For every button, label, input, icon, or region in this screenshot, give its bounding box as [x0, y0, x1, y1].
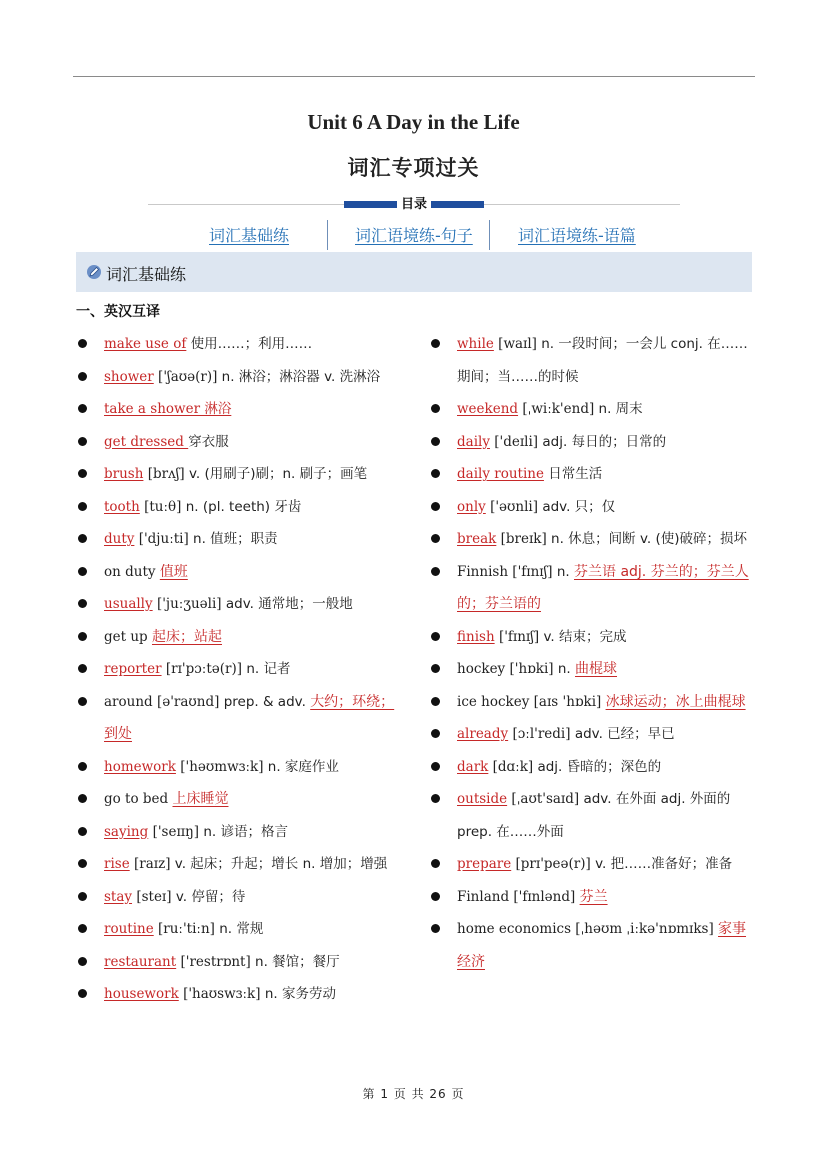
vocab-item	[76, 848, 406, 881]
vocab-item	[76, 393, 406, 426]
vocab-item	[76, 751, 406, 784]
vocab-item	[429, 328, 759, 393]
part-heading: 一、英汉互译	[76, 304, 160, 320]
vocab-definition: 穿衣服	[188, 433, 229, 450]
vocab-definition: adv. 在外面 adj. 外面的 prep. 在……外面	[457, 791, 731, 840]
vocab-phonetic: Finnish ['fɪnɪʃ]	[457, 563, 553, 580]
vocab-word: stay	[104, 888, 133, 905]
vocab-answer: 曲棍球	[575, 661, 618, 677]
vocab-definition: n. 家庭作业	[267, 758, 339, 775]
vocab-definition: n.	[556, 563, 570, 580]
vocab-phonetic: [ruː'tiːn]	[158, 921, 215, 937]
vocab-word: reporter	[104, 661, 162, 677]
vocab-item	[76, 328, 406, 361]
vocab-item	[429, 621, 759, 654]
vocab-phonetic: ['djuːti]	[138, 531, 189, 547]
vocab-answer: 家事经济	[457, 921, 747, 970]
vocab-item	[429, 491, 759, 524]
vocab-item	[76, 783, 406, 816]
vocab-item	[76, 946, 406, 979]
vocab-phonetic: ['juːʒuəli]	[156, 596, 222, 612]
vocab-phonetic: [ɔːl'redi]	[512, 726, 571, 742]
vocab-definition: v. 起床；升起；增长 n. 增加；增强	[174, 856, 388, 872]
vocab-item	[429, 783, 759, 848]
vocab-definition: v. 停留；待	[175, 888, 246, 905]
vocab-definition: adj. 昏暗的；深色的	[537, 758, 662, 775]
vocab-word: tooth	[104, 498, 140, 515]
vocab-word: while	[457, 336, 494, 352]
vocab-definition: v. 把……准备好；准备	[595, 856, 733, 872]
vocab-phonetic: [steɪ]	[136, 888, 172, 905]
vocab-phonetic: ['həʊmwɜːk]	[180, 758, 264, 775]
vocab-definition: adj. 每日的；日常的	[542, 433, 667, 450]
vocab-word: housework	[104, 986, 179, 1002]
vocab-phonetic: [tuːθ]	[144, 498, 182, 515]
vocab-definition: n. 一段时间；一会儿 conj. 在……期间；当……的时候	[457, 336, 748, 385]
vocab-item	[429, 653, 759, 686]
vocab-word: weekend	[457, 401, 519, 417]
vocab-definition: 使用……；利用……	[190, 336, 313, 352]
vocab-item	[429, 913, 759, 978]
toc-bar-left	[344, 201, 397, 208]
toc-rule-left	[148, 204, 344, 205]
vocab-word: only	[457, 498, 486, 515]
page-footer: 第 1 页 共 26 页	[362, 1087, 465, 1101]
vocab-word: routine	[104, 921, 154, 937]
vocab-item	[76, 426, 406, 459]
vocab-word: break	[457, 531, 497, 547]
vocab-definition: 日常生活	[548, 466, 603, 482]
vocab-definition: n. 周末	[598, 401, 643, 417]
vocab-definition: n. 家务劳动	[264, 986, 336, 1002]
vocab-phonetic: ['restrɒnt]	[180, 953, 251, 970]
vocab-item	[76, 523, 406, 556]
vocab-column-left	[76, 328, 406, 1011]
vocab-column-right	[429, 328, 759, 978]
vocab-phonetic: home economics [ˌhəʊm ˌiːkə'nɒmɪks]	[457, 921, 714, 937]
vocab-word: homework	[104, 758, 176, 775]
toc-bar-right	[431, 201, 484, 208]
vocab-word: take a shower 淋浴	[104, 401, 232, 417]
vocab-item	[429, 848, 759, 881]
toc-separator	[327, 220, 328, 250]
toc-link-passage[interactable]: 词汇语境练-语篇	[518, 226, 636, 245]
vocab-item	[429, 393, 759, 426]
vocab-item	[76, 881, 406, 914]
vocab-definition: n. 餐馆；餐厅	[255, 953, 340, 970]
vocab-item	[76, 491, 406, 524]
vocab-phonetic: [raɪz]	[134, 856, 171, 872]
vocab-phonetic: hockey ['hɒki]	[457, 661, 554, 677]
vocab-phonetic: [brʌʃ]	[147, 466, 185, 482]
vocab-phonetic: get up	[104, 628, 148, 645]
toc-link-sentence[interactable]: 词汇语境练-句子	[355, 226, 473, 245]
vocab-phonetic: ['ʃaʊə(r)]	[158, 368, 218, 385]
vocab-phonetic: ['fɪnɪʃ]	[498, 628, 540, 645]
vocab-word: usually	[104, 596, 153, 612]
vocab-item	[429, 881, 759, 914]
vocab-definition: adv. 已经；早已	[574, 726, 675, 742]
toc-separator	[489, 220, 490, 250]
vocab-word: restaurant	[104, 953, 177, 970]
vocab-word: rise	[104, 856, 130, 872]
section-banner	[76, 252, 752, 292]
header-rule	[73, 76, 755, 77]
vocab-phonetic: [breɪk]	[500, 531, 547, 547]
vocab-word: brush	[104, 466, 144, 482]
vocab-phonetic: on duty	[104, 563, 156, 580]
vocab-item	[76, 913, 406, 946]
vocab-phonetic: [waɪl]	[498, 336, 537, 352]
vocab-word: dark	[457, 758, 489, 775]
vocab-item	[76, 686, 406, 751]
vocab-item	[429, 686, 759, 719]
vocab-word: daily	[457, 433, 490, 450]
vocab-definition: n. 淋浴；淋浴器 v. 洗淋浴	[221, 368, 381, 385]
vocab-item	[76, 621, 406, 654]
vocab-phonetic: [ˌaʊt'saɪd]	[511, 791, 580, 807]
vocab-item	[76, 556, 406, 589]
vocab-item	[429, 523, 759, 556]
vocab-phonetic: ['seɪɪŋ]	[152, 823, 200, 840]
vocab-word: make use of	[104, 336, 187, 352]
vocab-word: daily routine	[457, 466, 544, 482]
vocab-definition: n. 值班；职责	[193, 531, 278, 547]
vocab-word: saying	[104, 823, 149, 840]
vocab-definition: n.	[557, 661, 571, 677]
vocab-phonetic: ['deɪli]	[494, 433, 539, 450]
vocab-definition: n. 记者	[246, 661, 291, 677]
vocab-word: get dressed	[104, 433, 189, 450]
unit-title: Unit 6 A Day in the Life	[307, 110, 520, 134]
vocab-item	[429, 751, 759, 784]
vocab-item	[76, 816, 406, 849]
vocab-definition: v. (用刷子)刷；n. 刷子；画笔	[188, 466, 368, 482]
vocab-answer: 芬兰语 adj. 芬兰的；芬兰人的；芬兰语的	[457, 563, 749, 612]
vocab-definition: n. 谚语；格言	[203, 823, 288, 840]
vocab-phonetic: [ˌwiːk'end]	[522, 401, 595, 417]
vocab-definition: n. 常规	[219, 921, 264, 937]
toc-link-basic[interactable]: 词汇基础练	[209, 226, 290, 245]
vocab-answer: 上床睡觉	[172, 791, 229, 807]
vocab-answer: 值班	[159, 563, 188, 580]
vocab-phonetic: Finland ['fɪnlənd]	[457, 888, 576, 905]
vocab-item	[76, 978, 406, 1011]
vocab-item	[76, 588, 406, 621]
vocab-phonetic: ice hockey [aɪs 'hɒki]	[457, 693, 602, 710]
toc-rule-right	[484, 204, 680, 205]
vocab-word: prepare	[457, 856, 512, 872]
vocab-item	[76, 653, 406, 686]
vocab-word: already	[457, 726, 509, 742]
vocab-answer: 冰球运动；冰上曲棍球	[605, 693, 746, 710]
vocab-phonetic: [prɪ'peə(r)]	[515, 856, 591, 872]
section-title: 词汇基础练	[106, 265, 187, 284]
sub-title: 词汇专项过关	[347, 156, 480, 180]
vocab-definition: n. 休息；间断 v. (使)破碎；损坏	[551, 531, 748, 547]
vocab-answer: 大约；环绕；到处	[104, 693, 395, 742]
vocab-phonetic: ['əʊnli]	[490, 498, 539, 515]
vocab-item	[429, 556, 759, 621]
vocab-phonetic: around [ə'raʊnd]	[104, 693, 220, 710]
vocab-definition: adv. 只；仅	[542, 498, 616, 515]
vocab-definition: n. (pl. teeth) 牙齿	[185, 498, 302, 515]
vocab-definition: prep. & adv.	[223, 693, 306, 710]
vocab-item	[429, 426, 759, 459]
vocab-definition: v. 结束；完成	[543, 628, 627, 645]
vocab-word: duty	[104, 531, 135, 547]
vocab-answer: 起床；站起	[151, 628, 222, 645]
vocab-definition: adv. 通常地；一般地	[225, 596, 353, 612]
toc-label: 目录	[397, 193, 431, 212]
pencil-icon	[86, 264, 102, 280]
vocab-item	[429, 718, 759, 751]
vocab-word: outside	[457, 791, 508, 807]
vocab-phonetic: [rɪ'pɔːtə(r)]	[165, 661, 243, 677]
vocab-phonetic: [dɑːk]	[492, 758, 534, 775]
vocab-word: finish	[457, 628, 495, 645]
vocab-word: shower	[104, 368, 154, 385]
vocab-item	[76, 458, 406, 491]
vocab-phonetic: go to bed	[104, 791, 169, 807]
vocab-phonetic: ['haʊswɜːk]	[183, 986, 261, 1002]
vocab-item	[76, 361, 406, 394]
vocab-item	[429, 458, 759, 491]
vocab-answer: 芬兰	[579, 888, 608, 905]
